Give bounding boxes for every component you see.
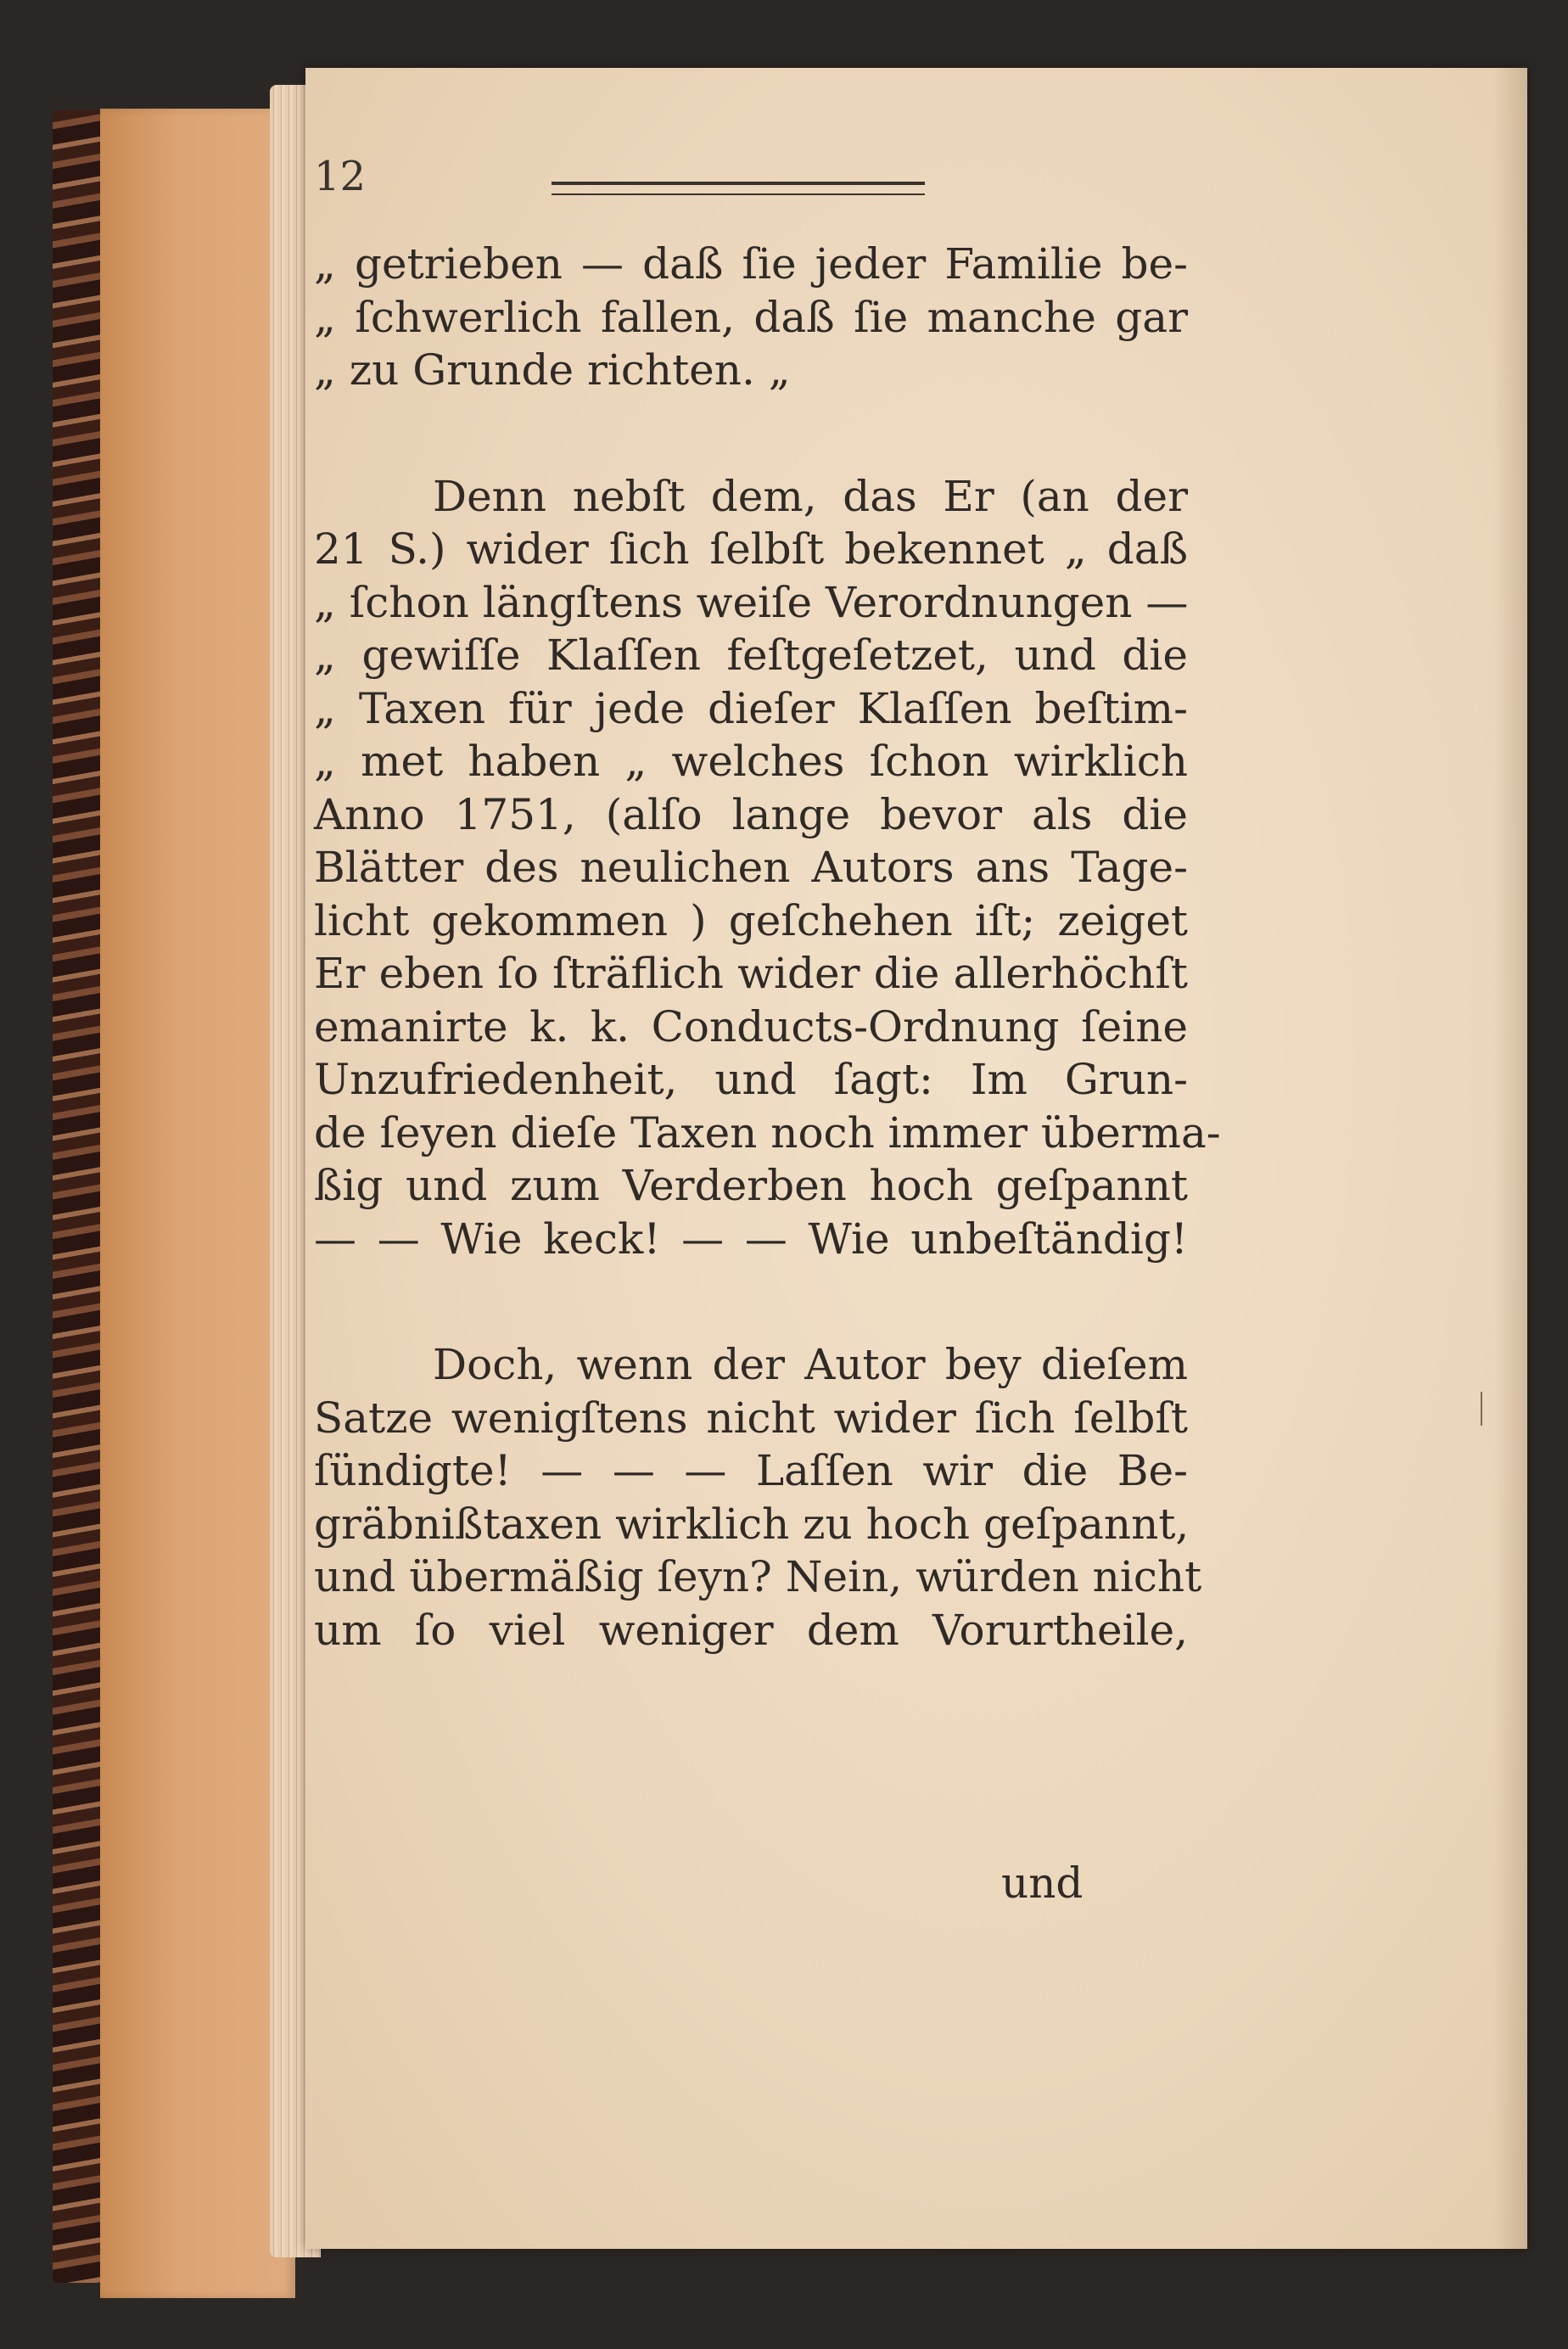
page-gutter-shadow <box>1493 68 1527 2249</box>
text-line: Blätter des neulichen Autors ans Tage- <box>314 843 1188 892</box>
text-line: um ſo viel weniger dem Vorurtheile, <box>314 1605 1188 1655</box>
text-line: 21 S.) wider ſich ſelbſt bekennet „ daß <box>314 524 1188 574</box>
catchword: und <box>1001 1858 1084 1908</box>
page-number: 12 <box>314 153 367 200</box>
text-line: „ ſchwerlich fallen, daß ſie manche gar <box>314 292 1188 342</box>
endpaper <box>100 109 295 2298</box>
text-line: emanirte k. k. Conducts-Ordnung ſeine <box>314 1001 1188 1051</box>
text-line: ſündigte! — — — Laſſen wir die Be- <box>314 1446 1188 1495</box>
text-line: Doch, wenn der Autor bey dieſem <box>433 1340 1188 1389</box>
text-line: de ſeyen dieſe Taxen noch immer überma- <box>314 1107 1221 1158</box>
text-line: licht gekommen ) geſchehen iſt; zeiget <box>314 895 1188 945</box>
header-ornament-rule <box>552 182 925 195</box>
text-line: „ gewiſſe Klaſſen feſtgeſetzet, und die <box>314 631 1188 680</box>
body-text <box>314 238 1221 1657</box>
text-line: „ getrieben — daß ſie jeder Familie be- <box>314 239 1188 289</box>
text-line: — — Wie keck! — — Wie unbeſtändig! <box>314 1214 1188 1264</box>
text-line: „ zu Grunde richten. „ <box>314 345 791 395</box>
text-line: ßig und zum Verderben hoch geſpannt <box>314 1161 1188 1210</box>
text-line: „ ſchon längſtens weiſe Verordnungen — <box>314 577 1189 627</box>
text-line: und übermäßig ſeyn? Nein, würden nicht <box>314 1552 1202 1601</box>
loose-thread <box>1481 1392 1482 1426</box>
text-line: Denn nebſt dem, das Er (an der <box>433 471 1188 521</box>
text-line: Er eben ſo ſträflich wider die allerhöchſt <box>314 949 1188 998</box>
text-line: „ Taxen für jede dieſer Klaſſen beſtim- <box>314 683 1188 733</box>
text-line: „ met haben „ welches ſchon wirklich <box>314 737 1188 786</box>
text-line: Anno 1751, (alſo lange bevor als die <box>314 789 1188 839</box>
page-header <box>314 153 1213 221</box>
text-line: gräbnißtaxen wirklich zu hoch geſpannt, <box>314 1499 1190 1549</box>
text-line: Unzufriedenheit, und ſagt: Im Grun- <box>314 1055 1188 1104</box>
text-line: Satze wenigſtens nicht wider ſich ſelbſt <box>314 1393 1188 1443</box>
